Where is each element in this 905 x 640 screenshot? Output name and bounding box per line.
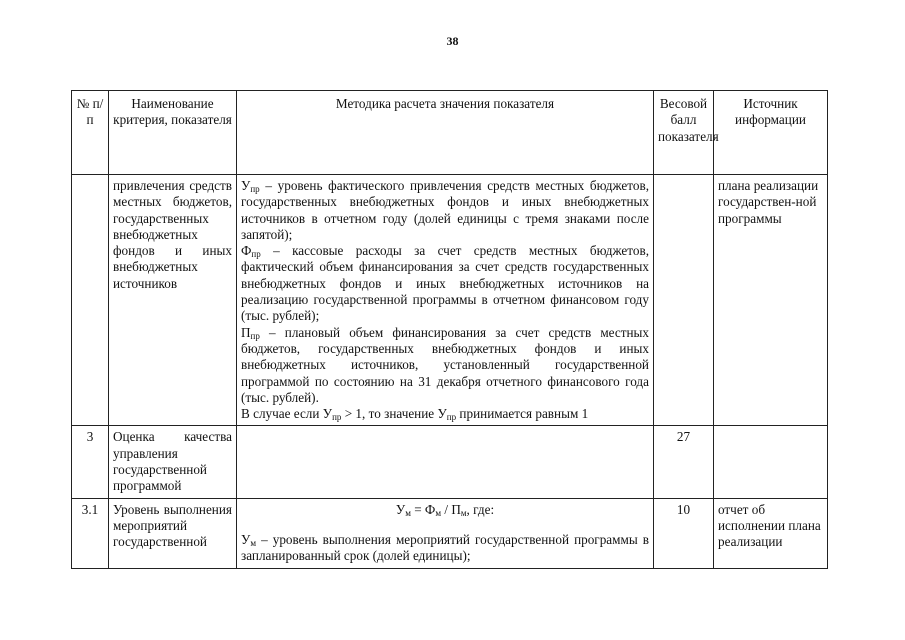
header-method: Методика расчета значения показателя	[237, 91, 654, 175]
row-weight: 27	[654, 426, 714, 498]
row-weight	[654, 175, 714, 426]
method-paragraph: В случае если $У_{пр} > 1$, то значение $У_{пр}$ принимается равным 1	[241, 406, 589, 423]
table-row	[72, 175, 828, 426]
row-weight: 10	[654, 498, 714, 568]
row-source	[714, 426, 828, 498]
row-name: Уровень выполнения мероприятий государственной	[109, 498, 237, 568]
row-method	[237, 426, 654, 498]
row-name: Оценка качества управления государственной программой	[109, 426, 237, 498]
header-weight: Весовой балл показателя	[654, 91, 714, 175]
row-num: 3	[72, 426, 109, 498]
method-paragraph: $Ф_{пр}$ – кассовые расходы за счет средств местных бюджетов, фактический объем финансирования за счет средств государственных внебюджетных фондов и иных внебюджетных источников на реализацию государственной программы в отчетном финансовом году (тыс. рублей);	[241, 243, 649, 324]
formula: $У_м = Ф_м / П_м$, где:	[395, 501, 495, 518]
table-row	[72, 498, 828, 568]
method-paragraph: $П_{пр}$ – плановый объем финансирования за счет средств местных бюджетов, государственных внебюджетных фондов и иных внебюджетных источников, установленный государственной программой по состоянию на 31 декабря отчетного финансового года (тыс. рублей).	[241, 324, 649, 405]
row-num: 3.1	[72, 498, 109, 568]
header-source: Источник информации	[714, 91, 828, 175]
row-name: привлечения средств местных бюджетов, государственных внебюджетных фондов и иных внебюджетных источников	[109, 175, 237, 426]
method-paragraph: $У_{пр}$ – уровень фактического привлечения средств местных бюджетов, государственных внебюджетных фондов и иных внебюджетных источников в отчетном году (долей единицы с тремя знаками после запятой);	[241, 178, 649, 242]
method-paragraph: $У_м$ – уровень выполнения мероприятий государственной программы в запланированный срок (долей единицы);	[241, 531, 649, 564]
row-source: отчет об исполнении плана реализации	[714, 498, 828, 568]
header-name: Наименование критерия, показателя	[109, 91, 237, 175]
criteria-table	[71, 90, 828, 569]
row-source: плана реализации государствен-ной программы	[714, 175, 828, 426]
table-row	[72, 426, 828, 498]
table-header-row	[72, 91, 828, 175]
row-method	[237, 498, 654, 568]
row-method	[237, 175, 654, 426]
header-num: № п/п	[72, 91, 109, 175]
row-num	[72, 175, 109, 426]
page-number: 38	[446, 34, 459, 48]
